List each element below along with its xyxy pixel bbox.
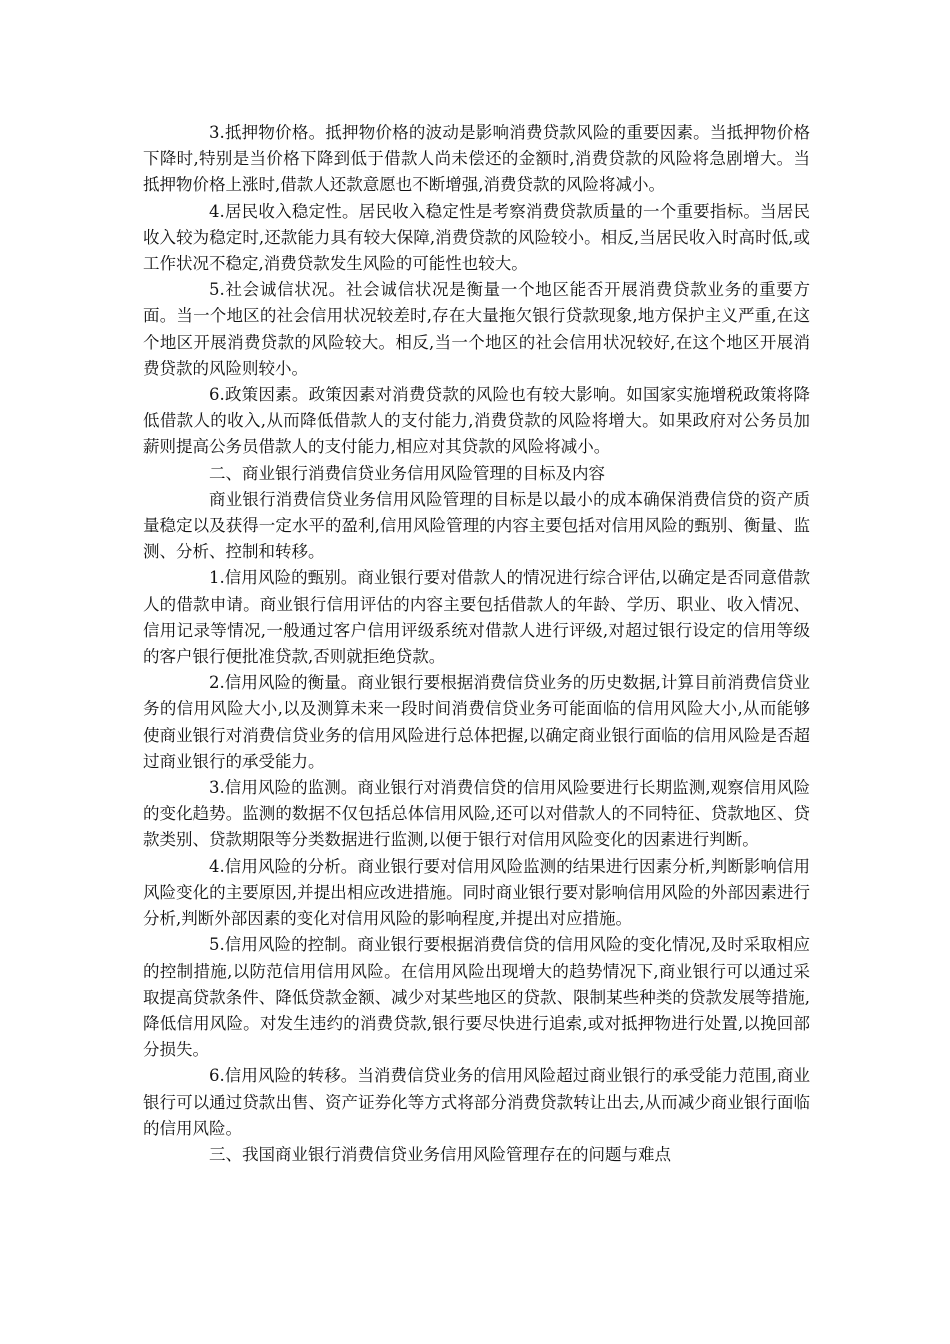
paragraph-management-goal: 商业银行消费信贷业务信用风险管理的目标是以最小的成本确保消费信贷的资产质量稳定以及获得一定水平的盈利,信用风险管理的内容主要包括对信用风险的甄别、衡量、监测、分析、控制和转移。 (143, 489, 810, 562)
paragraph-risk-analysis: 4.信用风险的分析。商业银行要对信用风险监测的结果进行因素分析,判断影响信用风险变化的主要原因,并提出相应改进措施。同时商业银行要对影响信用风险的外部因素进行分析,判断外部因素的变化对信用风险的影响程度,并提出对应措施。 (143, 856, 810, 929)
document-body (143, 120, 810, 1168)
section-heading-2: 二、商业银行消费信贷业务信用风险管理的目标及内容 (209, 463, 605, 483)
paragraph-risk-control: 5.信用风险的控制。商业银行要根据消费信贷的信用风险的变化情况,及时采取相应的控制措施,以防范信用信用风险。在信用风险出现增大的趋势情况下,商业银行可以通过采取提高贷款条件、降低贷款金额、减少对某些地区的贷款、限制某些种类的贷款发展等措施,降低信用风险。对发生违约的消费贷款,银行要尽快进行追索,或对抵押物进行处置,以挽回部分损失。 (143, 935, 810, 1060)
paragraph-risk-transfer: 6.信用风险的转移。当消费信贷业务的信用风险超过商业银行的承受能力范围,商业银行可以通过贷款出售、资产证券化等方式将部分消费贷款转让出去,从而减少商业银行面临的信用风险。 (143, 1066, 810, 1138)
paragraph-social-credit: 5.社会诚信状况。社会诚信状况是衡量一个地区能否开展消费贷款业务的重要方面。当一个地区的社会信用状况较差时,存在大量拖欠银行贷款现象,地方保护主义严重,在这个地区开展消费贷款的风险较大。相反,当一个地区的社会信用状况较好,在这个地区开展消费贷款的风险则较小。 (143, 280, 810, 378)
paragraph-collateral-price: 3.抵押物价格。抵押物价格的波动是影响消费贷款风险的重要因素。当抵押物价格下降时,特别是当价格下降到低于借款人尚未偿还的金额时,消费贷款的风险将急剧增大。当抵押物价格上涨时,借款人还款意愿也不断增强,消费贷款的风险将减小。 (143, 123, 810, 195)
paragraph-policy-factors: 6.政策因素。政策因素对消费贷款的风险也有较大影响。如国家实施增税政策将降低借款人的收入,从而降低借款人的支付能力,消费贷款的风险将增大。如果政府对公务员加薪则提高公务员借款人的支付能力,相应对其贷款的风险将减小。 (143, 385, 810, 457)
section-heading-3: 三、我国商业银行消费信贷业务信用风险管理存在的问题与难点 (209, 1144, 671, 1164)
paragraph-income-stability: 4.居民收入稳定性。居民收入稳定性是考察消费贷款质量的一个重要指标。当居民收入较为稳定时,还款能力具有较大保障,消费贷款的风险较小。相反,当居民收入时高时低,或工作状况不稳定,消费贷款发生风险的可能性也较大。 (143, 201, 810, 274)
paragraph-risk-measurement: 2.信用风险的衡量。商业银行要根据消费信贷业务的历史数据,计算目前消费信贷业务的信用风险大小,以及测算未来一段时间消费信贷业务可能面临的信用风险大小,从而能够使商业银行对消费信贷业务的信用风险进行总体把握,以确定商业银行面临的信用风险是否超过商业银行的承受能力。 (143, 673, 810, 771)
paragraph-risk-monitoring: 3.信用风险的监测。商业银行对消费信贷的信用风险要进行长期监测,观察信用风险的变化趋势。监测的数据不仅包括总体信用风险,还可以对借款人的不同特征、贷款地区、贷款类别、贷款期限等分类数据进行监测,以便于银行对信用风险变化的因素进行判断。 (143, 778, 810, 850)
paragraph-risk-identification: 1.信用风险的甄别。商业银行要对借款人的情况进行综合评估,以确定是否同意借款人的借款申请。商业银行信用评估的内容主要包括借款人的年龄、学历、职业、收入情况、信用记录等情况,一般通过客户信用评级系统对借款人进行评级,对超过银行设定的信用等级的客户银行便批准贷款,否则就拒绝贷款。 (143, 568, 810, 667)
